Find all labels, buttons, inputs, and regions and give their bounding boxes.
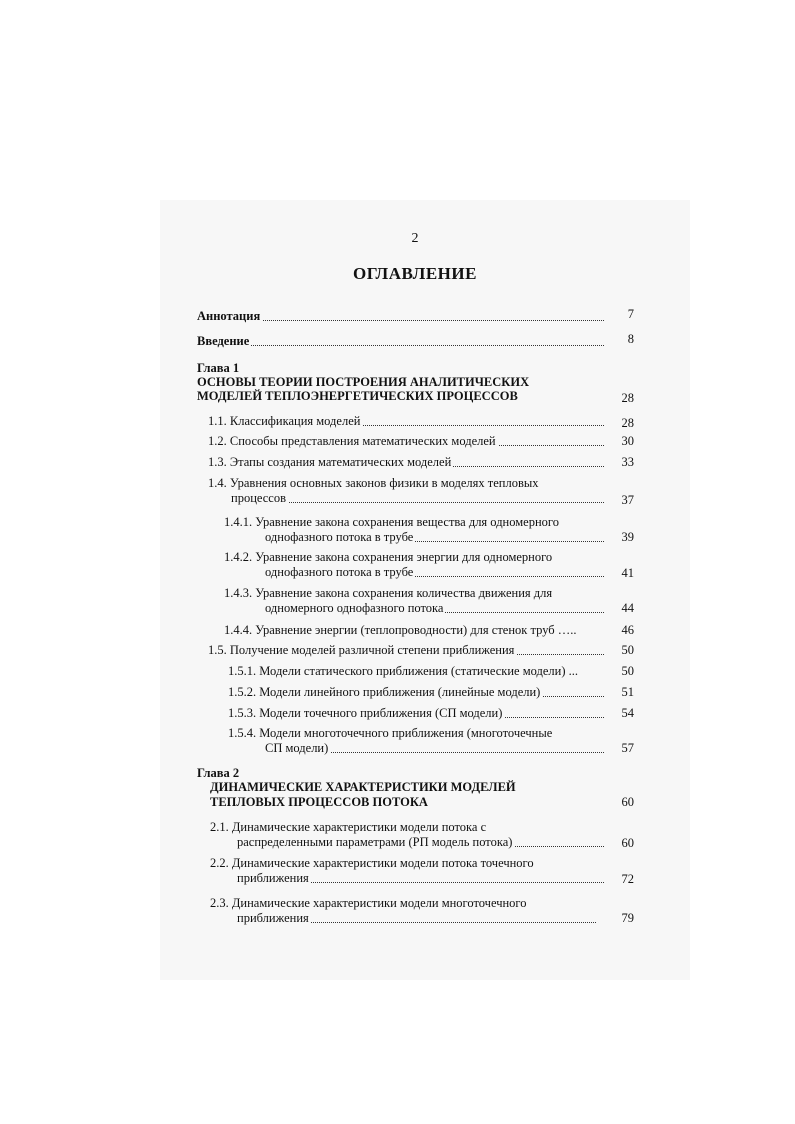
toc-page-1-2: 30 [621, 434, 634, 448]
toc-entry-2-2-line1[interactable]: 2.2. Динамические характеристики модели потока точечного [210, 856, 534, 870]
page-number: 2 [411, 231, 419, 246]
toc-entry-1-5-4-line2[interactable]: СП модели) [265, 741, 604, 756]
toc-page-1-5-3: 54 [621, 706, 634, 720]
toc-page-1-5-2: 51 [621, 685, 634, 699]
toc-entry-1-4-line1[interactable]: 1.4. Уравнения основных законов физики в моделях тепловых [208, 476, 539, 490]
toc-entry-1-4-3-line2[interactable]: одномерного однофазного потока [265, 601, 604, 616]
toc-entry-annotation[interactable]: Аннотация [197, 309, 604, 324]
toc-page-2-2: 72 [621, 872, 634, 886]
toc-page-1-4-2: 41 [621, 566, 634, 580]
chapter-2-label: Глава 2 [197, 766, 240, 780]
toc-entry-1-4-2-line1[interactable]: 1.4.2. Уравнение закона сохранения энергии для одномерного [224, 550, 553, 564]
chapter-1-title-line2[interactable]: МОДЕЛЕЙ ТЕПЛОЭНЕРГЕТИЧЕСКИХ ПРОЦЕССОВ [197, 389, 518, 403]
toc-entry-2-3-line2[interactable]: приближения [237, 911, 596, 926]
toc-page-1-1: 28 [621, 416, 634, 430]
toc-entry-1-3[interactable]: 1.3. Этапы создания математических моделей [208, 455, 604, 470]
toc-entry-1-4-1-line1[interactable]: 1.4.1. Уравнение закона сохранения вещества для одномерного [224, 515, 559, 529]
toc-page-1-3: 33 [621, 455, 634, 469]
toc-page-1-5: 50 [621, 643, 634, 657]
toc-entry-1-5-2[interactable]: 1.5.2. Модели линейного приближения (линейные модели) [228, 685, 604, 700]
chapter-2-title-line1[interactable]: ДИНАМИЧЕСКИЕ ХАРАКТЕРИСТИКИ МОДЕЛЕЙ [210, 780, 516, 794]
toc-page-1-4: 37 [621, 493, 634, 507]
toc-entry-2-1-line1[interactable]: 2.1. Динамические характеристики модели потока с [210, 820, 487, 834]
toc-entry-1-4-1-line2[interactable]: однофазного потока в трубе [265, 530, 604, 545]
toc-entry-1-5-1[interactable]: 1.5.1. Модели статического приближения (статические модели) ... [228, 664, 579, 678]
toc-entry-1-4-4[interactable]: 1.4.4. Уравнение энергии (теплопроводности) для стенок труб ….. [224, 623, 577, 637]
toc-entry-1-1[interactable]: 1.1. Классификация моделей [208, 414, 604, 429]
toc-entry-1-4-line2[interactable]: процессов [231, 491, 604, 506]
toc-page-1-4-3: 44 [621, 601, 634, 615]
toc-page-2-3: 79 [621, 911, 634, 925]
toc-page-1-5-4: 57 [621, 741, 634, 755]
chapter-2-page: 60 [621, 795, 634, 809]
toc-entry-1-2[interactable]: 1.2. Способы представления математических моделей [208, 434, 604, 449]
toc-page-1-5-1: 50 [621, 664, 634, 678]
chapter-1-title-line1[interactable]: ОСНОВЫ ТЕОРИИ ПОСТРОЕНИЯ АНАЛИТИЧЕСКИХ [197, 375, 530, 389]
toc-page-1-4-1: 39 [621, 530, 634, 544]
toc-page-annotation: 7 [627, 307, 634, 321]
chapter-1-label: Глава 1 [197, 361, 240, 375]
toc-page-introduction: 8 [627, 332, 634, 346]
toc-entry-2-3-line1[interactable]: 2.3. Динамические характеристики модели многоточечного [210, 896, 527, 910]
toc-entry-1-5[interactable]: 1.5. Получение моделей различной степени приближения [208, 643, 604, 658]
toc-entry-1-5-4-line1[interactable]: 1.5.4. Модели многоточечного приближения (многоточечные [228, 726, 553, 740]
toc-entry-1-4-3-line1[interactable]: 1.4.3. Уравнение закона сохранения количества движения для [224, 586, 553, 600]
toc-page-1-4-4: 46 [621, 623, 634, 637]
toc-page-2-1: 60 [621, 836, 634, 850]
toc-entry-2-1-line2[interactable]: распределенными параметрами (РП модель потока) [237, 835, 604, 850]
chapter-1-page: 28 [621, 391, 634, 405]
toc-entry-introduction[interactable]: Введение [197, 334, 604, 349]
toc-entry-1-5-3[interactable]: 1.5.3. Модели точечного приближения (СП модели) [228, 706, 604, 721]
toc-entry-2-2-line2[interactable]: приближения [237, 871, 604, 886]
toc-entry-1-4-2-line2[interactable]: однофазного потока в трубе [265, 565, 604, 580]
page-title: ОГЛАВЛЕНИЕ [353, 264, 477, 283]
chapter-2-title-line2[interactable]: ТЕПЛОВЫХ ПРОЦЕССОВ ПОТОКА [210, 795, 428, 809]
